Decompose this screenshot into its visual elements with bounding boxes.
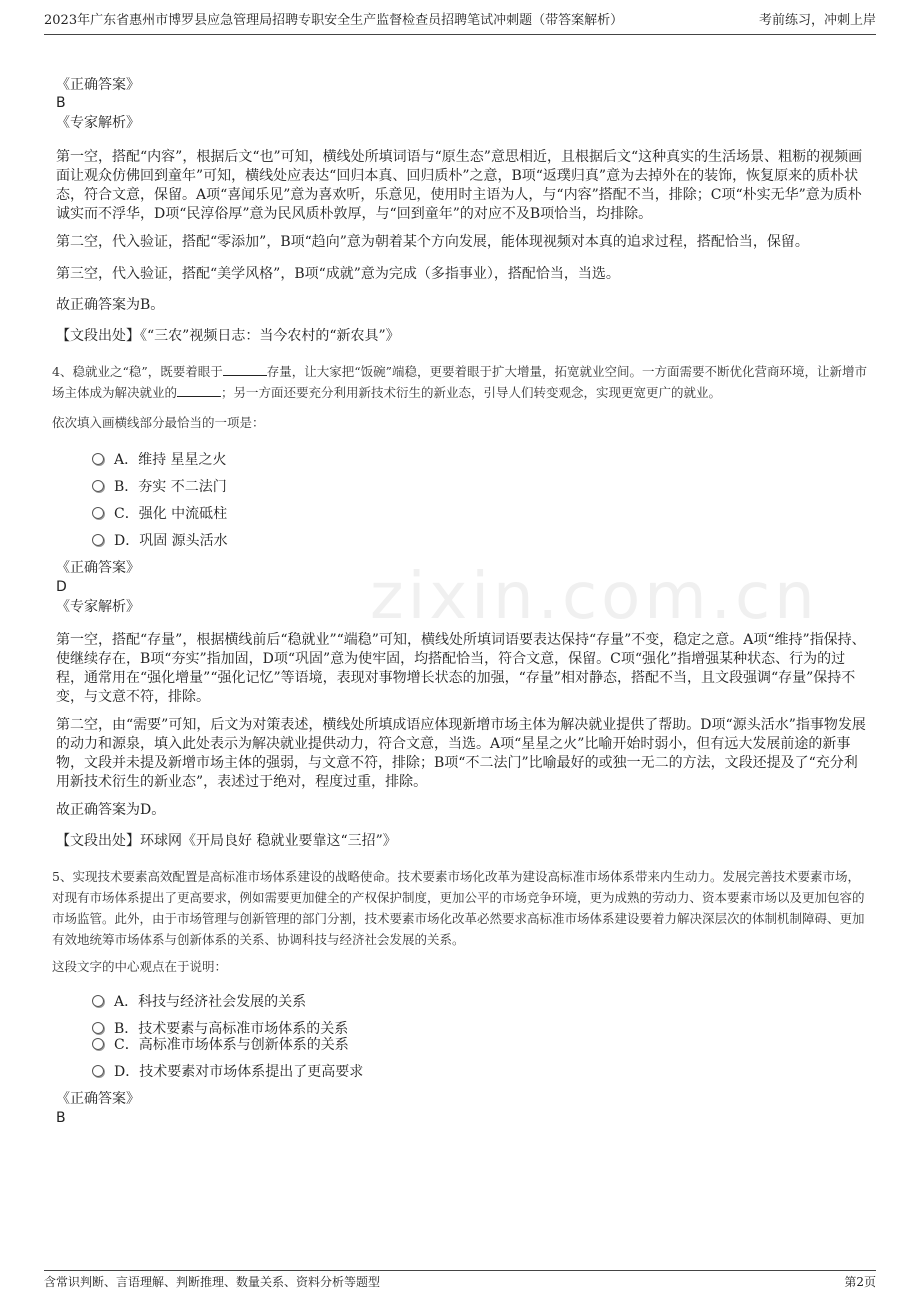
page-number: 第2页 [844, 1275, 876, 1289]
q4-option-d[interactable]: D．巩固 源头活水 [92, 531, 228, 551]
q5-option-a[interactable]: A．科技与经济社会发展的关系 [92, 992, 306, 1012]
q3-conclusion: 故正确答案为B。 [56, 297, 165, 313]
radio-icon[interactable] [92, 507, 104, 519]
q4-conclusion: 故正确答案为D。 [56, 802, 166, 818]
page-header [44, 10, 876, 35]
q3-answer: B [56, 95, 66, 111]
radio-icon[interactable] [92, 534, 104, 546]
q3-analysis-para-1: 第一空，搭配“内容”，根据后文“也”可知，横线处所填词语与“原生态”意思相近，且根据后文“这种真实的生活场景、粗粝的视频画面让观众仿佛回到童年”可知，横线处应表达“回归本真、回归质朴”之意，B项“返璞归真”意为去掉外在的装饰，恢复原来的质朴状态，符合文意，保留。A项“喜闻乐见”意为喜欢听，乐意见，使用时主语为人，与“内容”搭配不当，排除；C项“朴实无华”意为质朴诚实而不浮华，D项“民淳俗厚”意为民风质朴敦厚，与“回到童年”的对应不及B项恰当，均排除。 [56, 149, 863, 222]
q5-option-b[interactable]: B．技术要素与高标准市场体系的关系 [92, 1019, 348, 1039]
q4-option-a[interactable]: A．维持 星星之火 [92, 450, 227, 470]
q4-answer: D [56, 579, 67, 595]
q3-source: 【文段出处】《“三农”视频日志：当今农村的“新农具”》 [56, 328, 400, 344]
radio-icon[interactable] [92, 1022, 104, 1034]
q5-answer-label: 《正确答案》 [56, 1091, 140, 1107]
radio-icon[interactable] [92, 453, 104, 465]
watermark: zixin.com.cn [370, 560, 819, 634]
q5-option-c[interactable]: C．高标准市场体系与创新体系的关系 [92, 1035, 349, 1055]
question-5-text: 5、实现技术要素高效配置是高标准市场体系建设的战略使命。技术要素市场化改革为建设高标准市场体系带来内生动力。发展完善技术要素市场，对现有市场体系提出了更高要求，例如需要更加健全的产权保护制度，更加公平的市场竞争环境，更为成熟的劳动力、资本要素市场以及更加包容的市场监管。此外，由于市场管理与创新管理的部门分割，技术要素市场化改革必然要求高标准市场体系建设要着力解决深层次的体制机制障碍、更加有效地统筹市场体系与创新体系的关系、协调科技与经济社会发展的关系。 [52, 869, 865, 947]
q5-option-d[interactable]: D．技术要素对市场体系提出了更高要求 [92, 1062, 363, 1082]
q4-option-c[interactable]: C．强化 中流砥柱 [92, 504, 227, 524]
q3-answer-label: 《正确答案》 [56, 77, 140, 93]
page-footer [44, 1270, 876, 1293]
header-slogan: 考前练习，冲刺上岸 [758, 13, 876, 28]
radio-icon[interactable] [92, 995, 104, 1007]
q5-answer: B [56, 1110, 66, 1126]
radio-icon[interactable] [92, 1038, 104, 1050]
footer-subjects: 含常识判断、言语理解、判断推理、数量关系、资料分析等题型 [44, 1275, 381, 1289]
fill-blank [177, 384, 221, 397]
radio-icon[interactable] [92, 1065, 104, 1077]
fill-blank [223, 363, 267, 376]
document-title: 2023年广东省惠州市博罗县应急管理局招聘专职安全生产监督检查员招聘笔试冲刺题（带答案解析） [44, 13, 624, 28]
q3-analysis-para-3: 第三空，代入验证，搭配“美学风格”，B项“成就”意为完成（多指事业），搭配恰当，当选。 [56, 266, 620, 282]
q4-source: 【文段出处】环球网《开局良好 稳就业要靠这“三招”》 [56, 833, 397, 849]
q4-analysis-label: 《专家解析》 [56, 599, 140, 615]
q4-analysis-para-1: 第一空，搭配“存量”，根据横线前后“稳就业”“端稳”可知，横线处所填词语要表达保持“存量”不变，稳定之意。A项“维持”指保持、使继续存在，B项“夯实”指加固，D项“巩固”意为使牢固，均搭配恰当，符合文意，保留。C项“强化”指增强某种状态、行为的过程，通常用在“强化增量”“强化记忆”等语境，表现对事物增长状态的加强，“存量”相对静态，搭配不当，且文段强调“存量”保持不变，与文意不符，排除。 [56, 632, 866, 705]
q3-analysis-para-2: 第二空，代入验证，搭配“零添加”，B项“趋向”意为朝着某个方向发展，能体现视频对本真的追求过程，搭配恰当，保留。 [56, 234, 809, 250]
question-5-prompt: 这段文字的中心观点在于说明： [52, 959, 228, 974]
question-4-prompt: 依次填入画横线部分最恰当的一项是： [52, 415, 265, 430]
q4-analysis-para-2: 第二空，由“需要”可知，后文为对策表述，横线处所填成语应体现新增市场主体为解决就业提供了帮助。D项“源头活水”指事物发展的动力和源泉，填入此处表示为解决就业提供动力，符合文意，当选。A项“星星之火”比喻开始时弱小，但有远大发展前途的新事物，文段并未提及新增市场主体的强弱，与文意不符，排除；B项“不二法门”比喻最好的或独一无二的方法，文段还提及了“充分利用新技术衍生的新业态”，表述过于绝对，程度过重，排除。 [56, 717, 866, 790]
question-4-text: 4、稳就业之“稳”，既要着眼于 存量，让大家把“饭碗”端稳，更要着眼于扩大增量，拓宽就业空间。一方面需要不断优化营商环境，让新增市场主体成为解决就业的 ；另一方面还要充分利用新技术衍生的新业态，引导人们转变观念，实现更宽更广的就业。 [52, 364, 868, 400]
q4-option-b[interactable]: B．夯实 不二法门 [92, 477, 227, 497]
q3-analysis-label: 《专家解析》 [56, 115, 140, 131]
radio-icon[interactable] [92, 480, 104, 492]
q4-answer-label: 《正确答案》 [56, 560, 140, 576]
